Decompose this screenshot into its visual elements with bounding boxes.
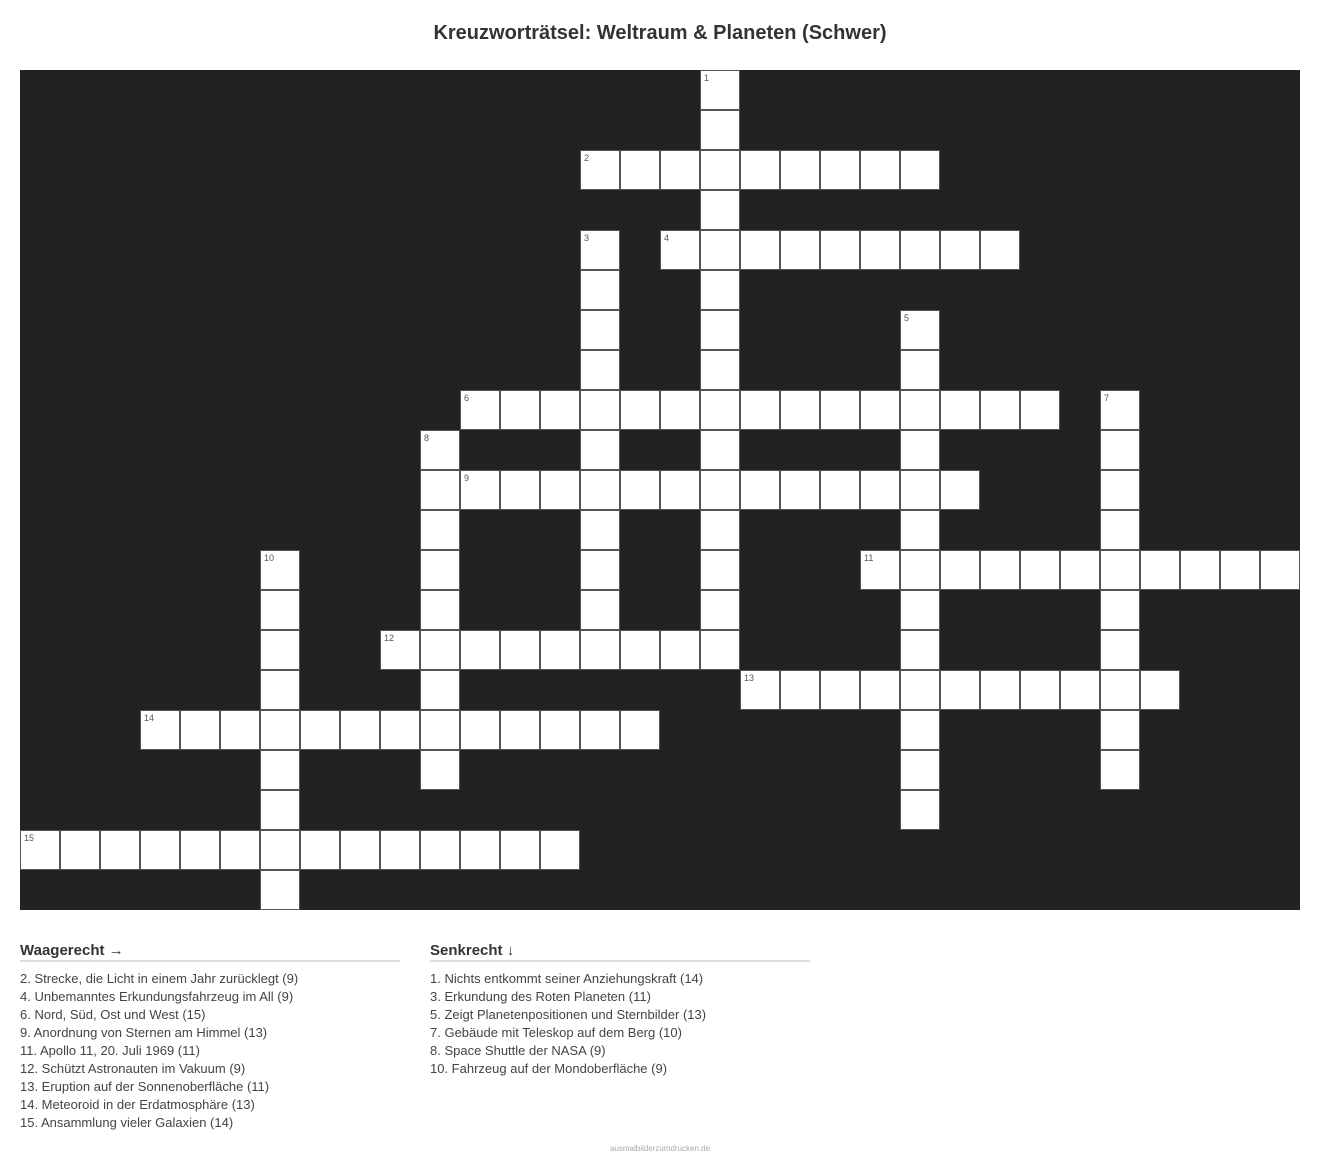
crossword-cell[interactable] [1180,550,1220,590]
crossword-cell[interactable] [220,710,260,750]
crossword-cell[interactable] [900,510,940,550]
crossword-cell[interactable] [940,550,980,590]
crossword-cell[interactable] [1060,550,1100,590]
cell-number: 2 [584,153,590,163]
crossword-cell[interactable] [740,470,780,510]
crossword-cell[interactable] [860,550,900,590]
crossword-cell[interactable] [980,390,1020,430]
cell-number: 15 [24,833,35,843]
crossword-cell[interactable] [620,390,660,430]
crossword-cell[interactable] [1100,590,1140,630]
crossword-cell[interactable] [540,830,580,870]
clue-across-6: 6. Nord, Süd, Ost und West (15) [20,1007,206,1022]
down-clue-list [430,970,810,1078]
crossword-cell[interactable] [1020,670,1060,710]
crossword-cell[interactable] [900,670,940,710]
clue-down-7: 7. Gebäude mit Teleskop auf dem Berg (10) [430,1025,682,1040]
crossword-cell[interactable] [900,150,940,190]
crossword-cell[interactable] [1100,750,1140,790]
crossword-cell[interactable] [60,830,100,870]
crossword-cell[interactable] [20,830,60,870]
crossword-cell[interactable] [900,590,940,630]
crossword-cell[interactable] [1140,670,1180,710]
crossword-cell[interactable] [580,510,620,550]
clue-down-10: 10. Fahrzeug auf der Mondoberfläche (9) [430,1061,668,1076]
crossword-cell[interactable] [260,750,300,790]
crossword-cell[interactable] [900,750,940,790]
crossword-cell[interactable] [780,470,820,510]
crossword-cell[interactable] [300,830,340,870]
crossword-cell[interactable] [980,230,1020,270]
crossword-cell[interactable] [700,630,740,670]
crossword-cell[interactable] [140,710,180,750]
crossword-cell[interactable] [540,470,580,510]
crossword-cell[interactable] [1060,670,1100,710]
crossword-cell[interactable] [620,710,660,750]
crossword-cell[interactable] [220,830,260,870]
crossword-cell[interactable] [580,310,620,350]
crossword-cell[interactable] [660,470,700,510]
crossword-cell[interactable] [740,150,780,190]
crossword-cell[interactable] [420,830,460,870]
crossword-cell[interactable] [900,710,940,750]
crossword-cell[interactable] [900,230,940,270]
crossword-cell[interactable] [420,510,460,550]
crossword-cell[interactable] [820,150,860,190]
crossword-cell[interactable] [260,830,300,870]
crossword-cell[interactable] [580,550,620,590]
clue-across-9: 9. Anordnung von Sternen am Himmel (13) [20,1025,268,1040]
crossword-cell[interactable] [940,390,980,430]
crossword-cell[interactable] [980,670,1020,710]
crossword-cell[interactable] [900,390,940,430]
crossword-cell[interactable] [860,470,900,510]
crossword-cell[interactable] [540,710,580,750]
crossword-cell[interactable] [420,630,460,670]
crossword-cell[interactable] [900,630,940,670]
clue-across-11: 11. Apollo 11, 20. Juli 1969 (11) [20,1043,200,1058]
crossword-cell[interactable] [580,390,620,430]
crossword-cell[interactable] [700,430,740,470]
crossword-cell[interactable] [820,390,860,430]
cell-number: 11 [864,553,874,563]
cell-number: 14 [144,713,155,723]
crossword-cell[interactable] [980,550,1020,590]
crossword-cell[interactable] [500,470,540,510]
crossword-cell[interactable] [180,830,220,870]
crossword-cell[interactable] [260,870,300,910]
crossword-cell[interactable] [460,830,500,870]
crossword-cell[interactable] [340,830,380,870]
crossword-cell[interactable] [460,390,500,430]
clue-down-3: 3. Erkundung des Roten Planeten (11) [430,989,651,1004]
crossword-cell[interactable] [260,790,300,830]
crossword-cell[interactable] [740,230,780,270]
crossword-cell[interactable] [420,750,460,790]
crossword-cell[interactable] [620,470,660,510]
crossword-cell[interactable] [660,230,700,270]
across-clue-list [20,970,400,1132]
puzzle-title: Kreuzworträtsel: Weltraum & Planeten (Schwer) [433,22,887,44]
crossword-cell[interactable] [820,230,860,270]
cell-number: 7 [1104,393,1110,403]
crossword-cell[interactable] [860,230,900,270]
crossword-cell[interactable] [820,670,860,710]
crossword-cell[interactable] [580,270,620,310]
crossword-cell[interactable] [420,470,460,510]
crossword-cell[interactable] [860,150,900,190]
crossword-cell[interactable] [660,630,700,670]
clue-down-8: 8. Space Shuttle der NASA (9) [430,1043,606,1058]
crossword-cell[interactable] [1140,550,1180,590]
crossword-cell[interactable] [340,710,380,750]
crossword-cell[interactable] [1100,670,1140,710]
clue-across-13: 13. Eruption auf der Sonnenoberfläche (11) [20,1079,270,1094]
crossword-cell[interactable] [700,150,740,190]
cell-number: 13 [744,673,755,683]
cell-number: 8 [424,433,430,443]
crossword-cell[interactable] [1020,550,1060,590]
crossword-cell[interactable] [700,390,740,430]
crossword-cell[interactable] [100,830,140,870]
clue-down-5: 5. Zeigt Planetenpositionen und Sternbilder (13) [430,1007,707,1022]
clue-across-14: 14. Meteoroid in der Erdatmosphäre (13) [20,1097,255,1112]
crossword-cell[interactable] [700,510,740,550]
crossword-cell[interactable] [540,630,580,670]
crossword-cell[interactable] [700,110,740,150]
crossword-cell[interactable] [700,270,740,310]
crossword-cell[interactable] [580,430,620,470]
crossword-cell[interactable] [380,830,420,870]
across-heading: Waagerecht → [20,942,400,962]
crossword-cell[interactable] [660,150,700,190]
crossword-cell[interactable] [700,550,740,590]
crossword-cell[interactable] [940,470,980,510]
crossword-cell[interactable] [740,390,780,430]
cell-number: 5 [904,313,910,323]
down-clues-panel [430,942,810,1078]
crossword-cell[interactable] [700,190,740,230]
crossword-cell[interactable] [500,630,540,670]
cell-number: 10 [264,553,275,563]
crossword-cell[interactable] [580,150,620,190]
crossword-cell[interactable] [460,630,500,670]
crossword-cell[interactable] [500,710,540,750]
crossword-cell[interactable] [500,830,540,870]
crossword-cell[interactable] [1100,470,1140,510]
crossword-cell[interactable] [260,550,300,590]
cell-number: 9 [464,473,470,483]
crossword-cell[interactable] [700,350,740,390]
crossword-cell[interactable] [820,470,860,510]
crossword-cell[interactable] [380,630,420,670]
cell-number: 1 [704,73,710,83]
across-clues-panel [20,942,400,1132]
crossword-cell[interactable] [780,670,820,710]
crossword-cell[interactable] [580,590,620,630]
crossword-cell[interactable] [900,310,940,350]
crossword-cell[interactable] [420,670,460,710]
cell-number: 12 [384,633,395,643]
crossword-cell[interactable] [900,470,940,510]
crossword-cell[interactable] [860,670,900,710]
crossword-cell[interactable] [900,790,940,830]
crossword-cell[interactable] [1100,390,1140,430]
clue-across-2: 2. Strecke, die Licht in einem Jahr zurücklegt (9) [20,971,299,986]
crossword-cell[interactable] [860,390,900,430]
crossword-cell[interactable] [1100,630,1140,670]
crossword-cell[interactable] [1100,550,1140,590]
crossword-cell[interactable] [420,710,460,750]
crossword-cell[interactable] [580,630,620,670]
crossword-cell[interactable] [500,390,540,430]
crossword-cell[interactable] [740,670,780,710]
crossword-cell[interactable] [260,670,300,710]
crossword-cell[interactable] [460,710,500,750]
crossword-cell[interactable] [380,710,420,750]
crossword-cell[interactable] [900,430,940,470]
crossword-cell[interactable] [580,710,620,750]
crossword-cell[interactable] [900,350,940,390]
crossword-cell[interactable] [1100,430,1140,470]
crossword-cell[interactable] [580,350,620,390]
clue-across-4: 4. Unbemanntes Erkundungsfahrzeug im All (9) [20,989,294,1004]
crossword-cell[interactable] [460,470,500,510]
crossword-cell[interactable] [540,390,580,430]
footer-credit: ausmalbilderzumdrucken.de [609,1144,711,1153]
crossword-cell[interactable] [700,230,740,270]
clue-across-15: 15. Ansammlung vieler Galaxien (14) [20,1115,234,1130]
crossword-cell[interactable] [1100,710,1140,750]
crossword-cell[interactable] [420,550,460,590]
crossword-cell[interactable] [780,390,820,430]
crossword-cell[interactable] [1020,390,1060,430]
crossword-cell[interactable] [700,590,740,630]
crossword-cell[interactable] [700,470,740,510]
down-heading: Senkrecht ↓ [430,942,810,962]
crossword-cell[interactable] [660,390,700,430]
crossword-cell[interactable] [260,590,300,630]
crossword-cell[interactable] [900,550,940,590]
crossword-cell[interactable] [1100,510,1140,550]
clue-across-12: 12. Schützt Astronauten im Vakuum (9) [20,1061,246,1076]
crossword-cell[interactable] [620,150,660,190]
clue-down-1: 1. Nichts entkommt seiner Anziehungskraft (14) [430,971,704,986]
crossword-cell[interactable] [1220,550,1260,590]
crossword-cell[interactable] [580,470,620,510]
crossword-cell[interactable] [780,150,820,190]
crossword-cell[interactable] [780,230,820,270]
crossword-cell[interactable] [580,230,620,270]
crossword-cell[interactable] [940,670,980,710]
crossword-cell[interactable] [300,710,340,750]
cell-number: 4 [664,233,670,243]
crossword-cell[interactable] [700,70,740,110]
crossword-cell[interactable] [1260,550,1300,590]
crossword-cell[interactable] [180,710,220,750]
crossword-cell[interactable] [700,310,740,350]
crossword-cell[interactable] [620,630,660,670]
crossword-grid [20,70,1300,910]
crossword-cell[interactable] [260,710,300,750]
crossword-cell[interactable] [940,230,980,270]
crossword-cell[interactable] [260,630,300,670]
crossword-cell[interactable] [420,430,460,470]
cell-number: 6 [464,393,470,403]
cell-number: 3 [584,233,590,243]
crossword-cell[interactable] [420,590,460,630]
crossword-cell[interactable] [140,830,180,870]
